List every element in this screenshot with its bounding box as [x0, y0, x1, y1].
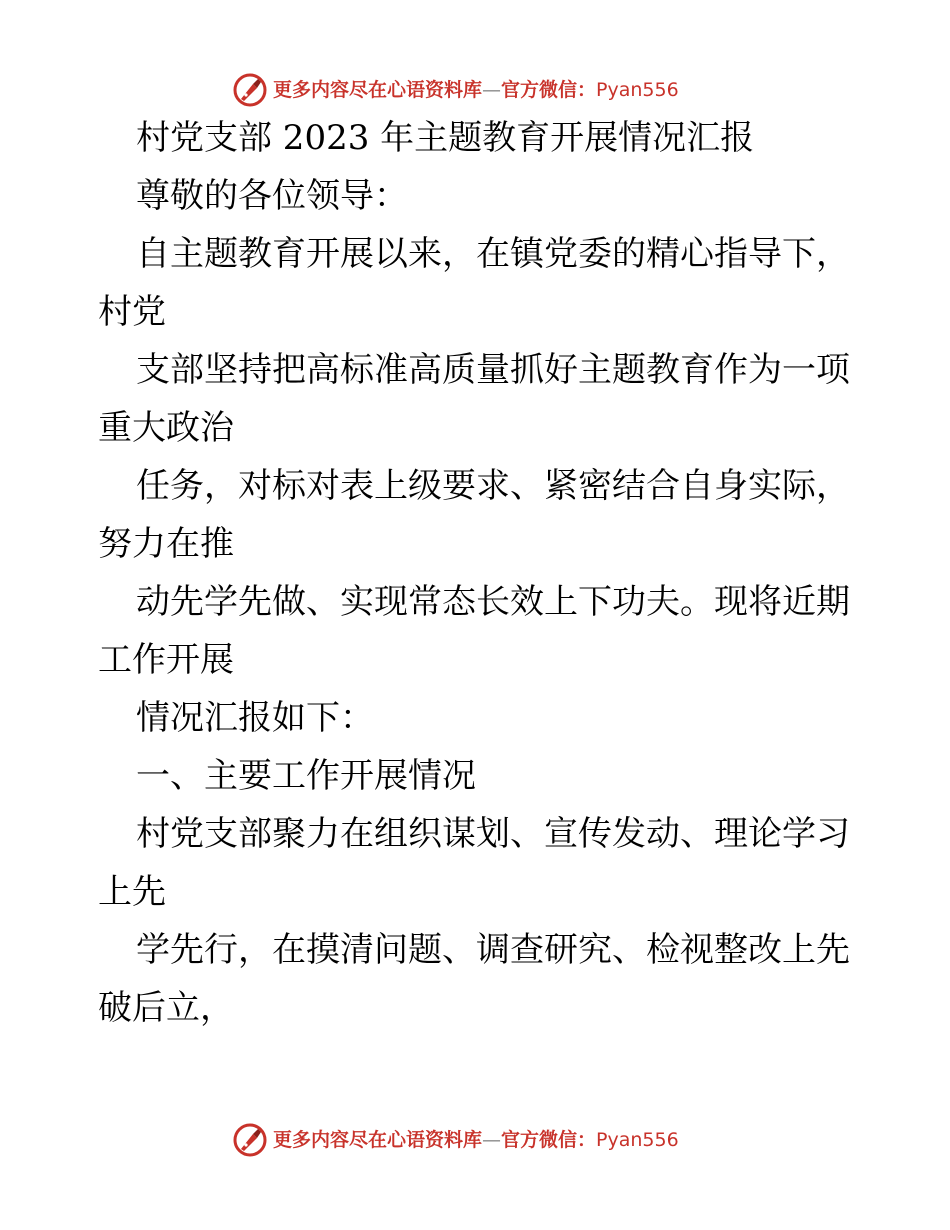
paragraph-line: 上先 [98, 872, 166, 912]
paragraph-line: 重大政治 [98, 408, 234, 448]
document-title: 村党支部 2023 年主题教育开展情况汇报 [136, 118, 755, 158]
footer-banner [0, 1120, 950, 1160]
banner-slogan: 更多内容尽在心语资料库 [273, 1129, 483, 1151]
header-banner [0, 70, 950, 110]
paragraph-line: 村党支部聚力在组织谋划、宣传发动、理论学习 [136, 814, 850, 854]
paragraph-line: 村党 [98, 292, 166, 332]
paragraph-line: 学先行，在摸清问题、调查研究、检视整改上先 [136, 930, 850, 970]
banner-wechat-label: 官方微信： [501, 1129, 597, 1151]
banner-wechat-id: Pyan556 [596, 79, 679, 101]
section-heading: 一、主要工作开展情况 [136, 756, 476, 796]
paragraph-line: 自主题教育开展以来，在镇党委的精心指导下， [136, 234, 850, 274]
pen-nib-logo-icon [232, 1122, 268, 1158]
paragraph-line: 努力在推 [98, 524, 234, 564]
paragraph-line: 支部坚持把高标准高质量抓好主题教育作为一项 [136, 350, 850, 390]
paragraph-line: 破后立， [98, 988, 234, 1028]
paragraph-line: 工作开展 [98, 640, 234, 680]
banner-wechat-id: Pyan556 [596, 1129, 679, 1151]
banner-separator: — [482, 1129, 502, 1151]
banner-slogan: 更多内容尽在心语资料库 [273, 79, 483, 101]
banner-separator: — [482, 79, 502, 101]
banner-wechat-label: 官方微信： [501, 79, 597, 101]
paragraph-line: 情况汇报如下： [136, 698, 374, 738]
paragraph-line: 任务，对标对表上级要求、紧密结合自身实际， [136, 466, 850, 506]
paragraph-line: 动先学先做、实现常态长效上下功夫。现将近期 [136, 582, 850, 622]
pen-nib-logo-icon [232, 72, 268, 108]
salutation: 尊敬的各位领导： [136, 176, 408, 216]
